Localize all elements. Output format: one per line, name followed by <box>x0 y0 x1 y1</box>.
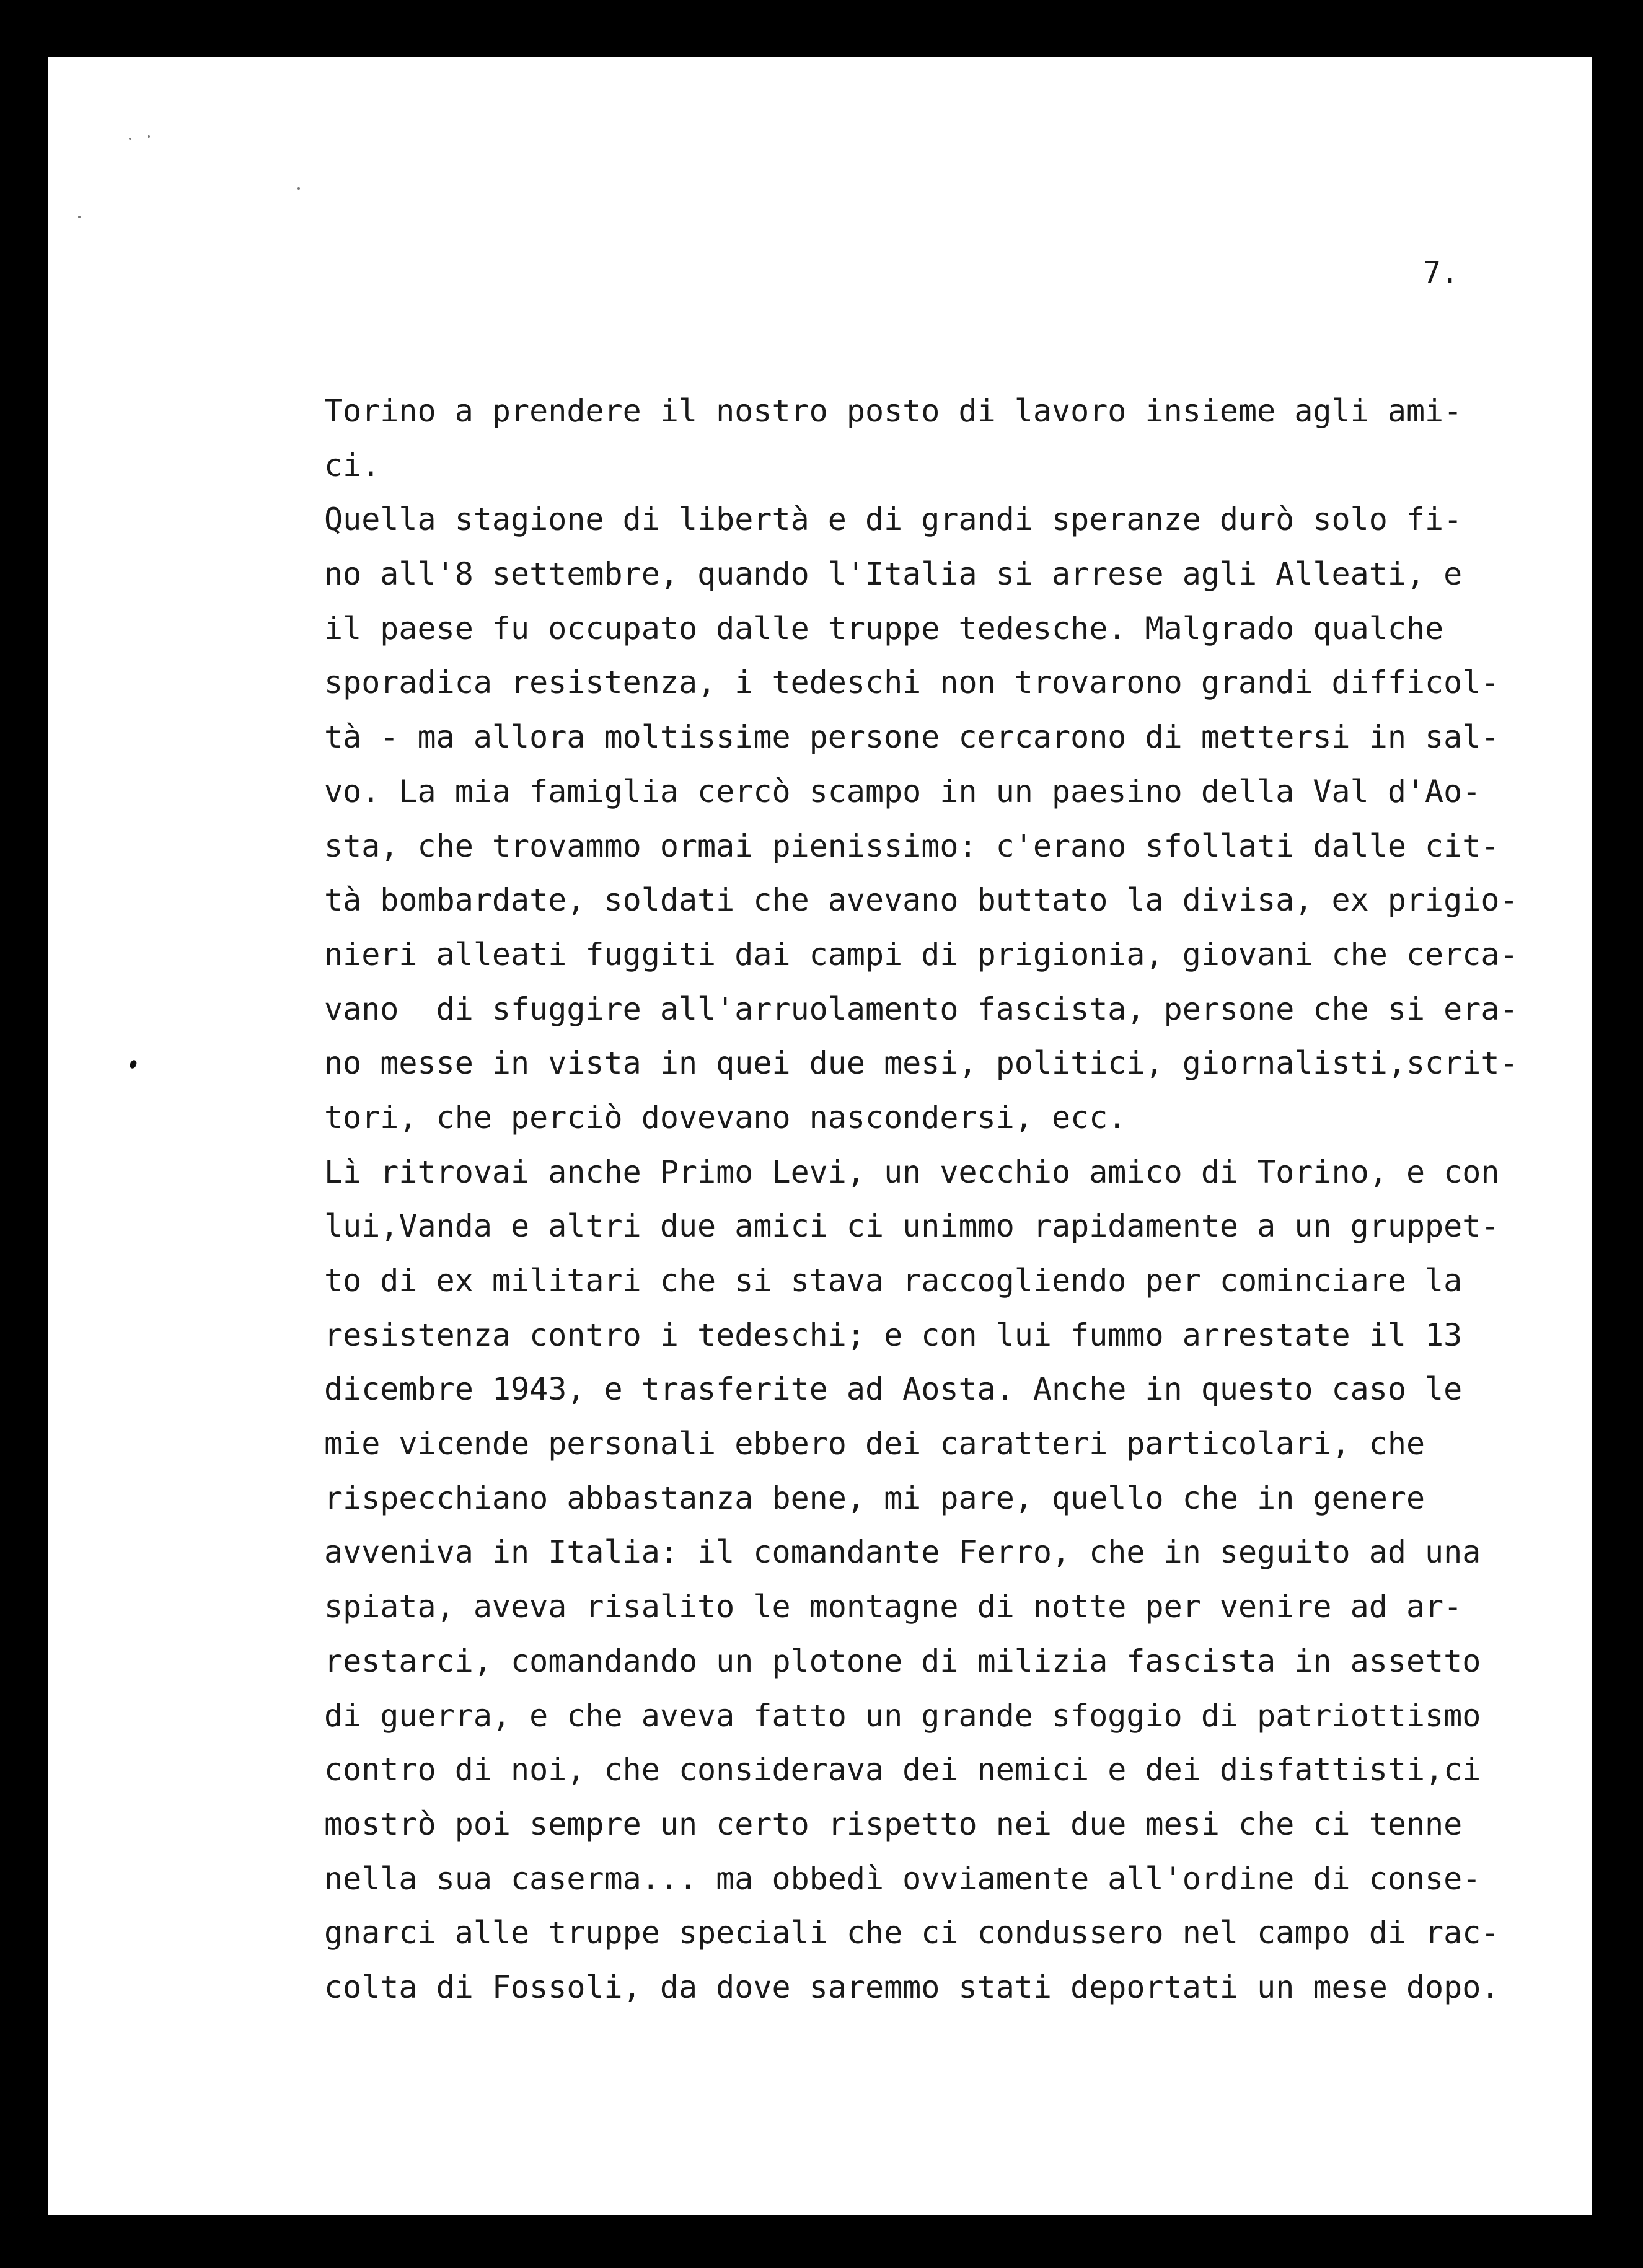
text-line: rispecchiano abbastanza bene, mi pare, quello che in genere <box>324 1480 1425 1516</box>
text-line: sta, che trovammo ormai pienissimo: c'erano sfollati dalle cit- <box>324 827 1500 864</box>
text-line: tori, che perciò dovevano nascondersi, ecc. <box>324 1099 1127 1136</box>
text-line: dicembre 1943, e trasferite ad Aosta. Anche in questo caso le <box>324 1371 1463 1408</box>
scan-dust <box>78 216 81 218</box>
text-line: vo. La mia famiglia cercò scampo in un paesino della Val d'Ao- <box>324 773 1481 810</box>
body-text <box>324 384 1518 2015</box>
scan-dust <box>148 135 150 138</box>
text-line: Lì ritrovai anche Primo Levi, un vecchio amico di Torino, e con <box>324 1154 1500 1190</box>
text-line: di guerra, e che aveva fatto un grande sfoggio di patriottismo <box>324 1697 1481 1734</box>
text-line: mie vicende personali ebbero dei caratteri particolari, che <box>324 1426 1425 1462</box>
text-line: mostrò poi sempre un certo rispetto nei due mesi che ci tenne <box>324 1806 1463 1842</box>
text-line: il paese fu occupato dalle truppe tedesche. Malgrado qualche <box>324 610 1444 646</box>
text-line: tà bombardate, soldati che avevano buttato la divisa, ex prigio- <box>324 882 1518 919</box>
text-line: avveniva in Italia: il comandante Ferro, che in seguito ad una <box>324 1534 1481 1571</box>
document-page <box>48 57 1592 2215</box>
text-line: resistenza contro i tedeschi; e con lui fummo arrestate il 13 <box>324 1317 1463 1353</box>
text-line: nieri alleati fuggiti dai campi di prigionia, giovani che cerca- <box>324 936 1518 973</box>
text-line: colta di Fossoli, da dove saremmo stati deportati un mese dopo. <box>324 1969 1500 2005</box>
ink-speck <box>129 1059 138 1070</box>
text-line: Quella stagione di libertà e di grandi speranze durò solo fi- <box>324 501 1463 538</box>
text-line: nella sua caserma... ma obbedì ovviamente all'ordine di conse- <box>324 1860 1481 1897</box>
text-line: gnarci alle truppe speciali che ci condussero nel campo di rac- <box>324 1915 1500 1951</box>
text-line: no all'8 settembre, quando l'Italia si arrese agli Alleati, e <box>324 556 1463 593</box>
text-line: to di ex militari che si stava raccogliendo per cominciare la <box>324 1263 1463 1299</box>
text-line: vano di sfuggire all'arruolamento fascista, persone che si era- <box>324 991 1518 1027</box>
text-line: Torino a prendere il nostro posto di lavoro insieme agli ami- <box>324 393 1463 429</box>
text-line: spiata, aveva risalito le montagne di notte per venire ad ar- <box>324 1589 1463 1625</box>
text-line: restarci, comandando un plotone di milizia fascista in assetto <box>324 1643 1481 1679</box>
text-line: lui,Vanda e altri due amici ci unimmo rapidamente a un gruppet- <box>324 1208 1500 1245</box>
text-line: ci. <box>324 447 381 483</box>
text-line: sporadica resistenza, i tedeschi non trovarono grandi difficol- <box>324 664 1500 701</box>
page-number: 7. <box>1423 255 1459 290</box>
text-line: no messe in vista in quei due mesi, politici, giornalisti,scrit- <box>324 1045 1518 1082</box>
scan-dust <box>297 187 300 190</box>
text-line: contro di noi, che considerava dei nemici e dei disfattisti,ci <box>324 1752 1481 1788</box>
text-line: tà - ma allora moltissime persone cercarono di mettersi in sal- <box>324 719 1500 756</box>
scan-dust <box>129 138 131 140</box>
